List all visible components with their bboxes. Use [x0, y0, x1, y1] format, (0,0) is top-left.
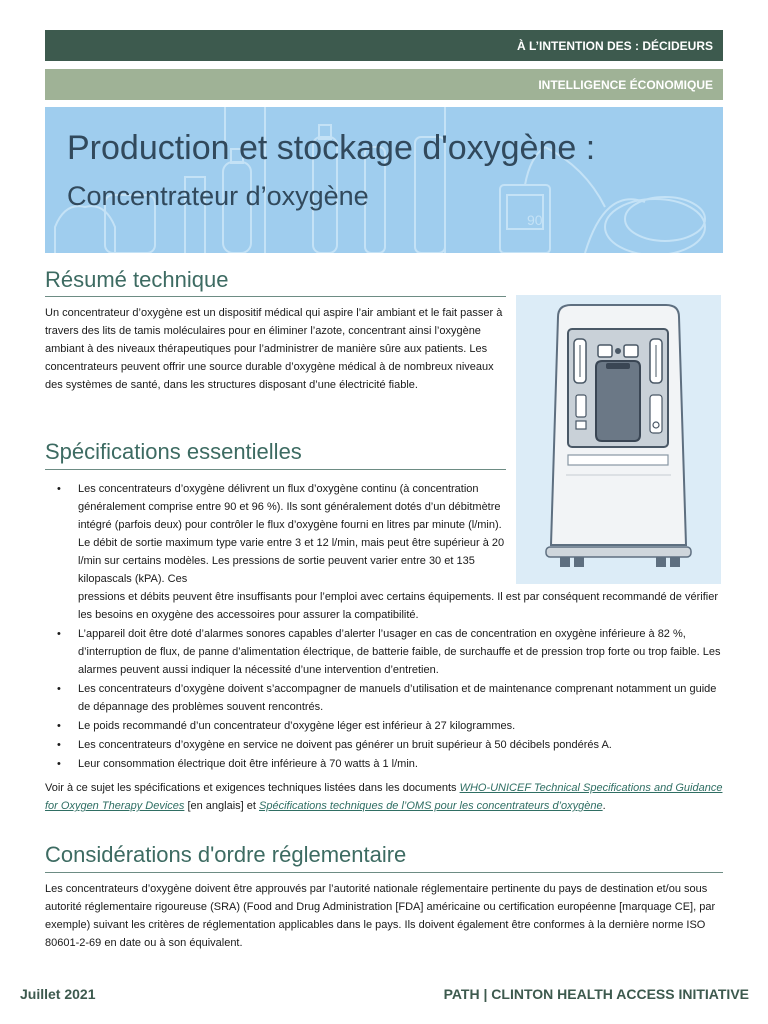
specs-list: [45, 480, 725, 774]
bullet-icon: •: [57, 739, 61, 751]
list-item: • Leur consommation électrique doit être inférieure à 70 watts à 1 l/min.: [45, 755, 725, 773]
bullet-icon: •: [57, 628, 61, 640]
list-item: • Les concentrateurs d’oxygène délivrent un flux d’oxygène continu (à concentration généralement comprise entre 90 et 96 %). Ils sont généralement dotés d’un débitmètre intégré (parfois deux) pour contrôler le flux d’oxygène fourni en litres par minute (l/min). Le débit de sortie maximum type varie entre 3 et 12 l/min, mais peut être supérieur à 20 l/min sur certains modèles. Les pressions de sortie peuvent varier entre 30 et 135 kilopascals (kPA). Ces: [45, 480, 505, 588]
bullet-icon: •: [57, 720, 61, 732]
summary-divider: [45, 296, 506, 297]
page-subtitle: Concentrateur d’oxygène: [67, 181, 369, 211]
page-title: Production et stockage d'oxygène :: [67, 129, 596, 167]
list-item: • L’appareil doit être doté d’alarmes sonores capables d’alerter l’usager en cas de concentration en oxygène inférieure à 82 %, d’interruption de flux, de panne d’alimentation électrique, de batterie faible, de surchauffe et de pression trop forte ou trop faible. Les alarmes peuvent aussi indiquer la nécessité d’une intervention d’entretien.: [45, 625, 725, 679]
regulatory-heading: Considérations d'ordre réglementaire: [45, 842, 407, 867]
category-banner: [45, 69, 723, 100]
publication-date: Juillet 2021: [20, 986, 96, 1002]
reference-paragraph: Voir à ce sujet les spécifications et exigences techniques listées dans les documents WHO-UNICEF Technical Specifications and Guidance for Oxygen Therapy Devices [en anglais] et Spécifications techniques de l’OMS pour les concentrateurs d’oxygène.: [45, 782, 723, 812]
regulatory-divider: [45, 872, 723, 873]
organizations: PATH | CLINTON HEALTH ACCESS INITIATIVE: [443, 986, 749, 1002]
list-item: • Les concentrateurs d’oxygène en service ne doivent pas générer un bruit supérieur à 50 décibels pondérés A.: [45, 736, 725, 754]
list-item-continuation: pressions et débits peuvent être insuffisants pour l’emploi avec certains équipements. Il est par conséquent recommandé de vérifier les besoins en oxygène des accessoires pour assurer la compatibilité.: [78, 591, 718, 621]
category-label: INTELLIGENCE ÉCONOMIQUE: [538, 77, 713, 92]
oms-specifications-link[interactable]: Spécifications techniques de l’OMS pour les concentrateurs d’oxygène: [259, 800, 603, 812]
title-banner: [45, 107, 723, 253]
summary-text: Un concentrateur d’oxygène est un dispositif médical qui aspire l’air ambiant et le fait passer à travers des lits de tamis moléculaires pour en éliminer l’azote, concentrant ainsi l’oxygène ambiant à des niveaux thérapeutiques pour l’administrer de manière sûre aux patients. Les concentrateurs peuvent offrir une source durable d’oxygène médical à de nombreux niveaux des systèmes de santé, dans les structures disposant d’une électricité fiable.: [45, 307, 503, 391]
bullet-icon: •: [57, 683, 61, 695]
summary-heading: Résumé technique: [45, 267, 229, 292]
audience-banner: [45, 30, 723, 61]
bullet-icon: •: [57, 483, 61, 495]
regulatory-text: Les concentrateurs d’oxygène doivent être approuvés par l’autorité nationale réglementaire pertinente du pays de destination et/ou sous autorité réglementaire rigoureuse (SRA) (Food and Drug Administration [FDA] américaine ou certification européenne [marquage CE], par exemple) suivant les critères de réglementation applicables dans le pays. Ils doivent également être conformes à la dernière norme ISO 80601-2-69 en date ou à son équivalent.: [45, 883, 716, 949]
list-item: • Les concentrateurs d’oxygène doivent s’accompagner de manuels d’utilisation et de maintenance comprenant notamment un guide de dépannage des problèmes souvent rencontrés.: [45, 680, 725, 716]
specs-heading: Spécifications essentielles: [45, 439, 302, 464]
who-unicef-link[interactable]: WHO-UNICEF Technical Specifications and Guidance for Oxygen Therapy Devices: [45, 782, 723, 812]
audience-label: À L’INTENTION DES : DÉCIDEURS: [516, 38, 713, 53]
bullet-icon: •: [57, 758, 61, 770]
list-item: • Le poids recommandé d’un concentrateur d’oxygène léger est inférieur à 27 kilogrammes.: [45, 717, 725, 735]
specs-divider: [45, 469, 506, 470]
monitor-readout: 90: [527, 212, 543, 228]
